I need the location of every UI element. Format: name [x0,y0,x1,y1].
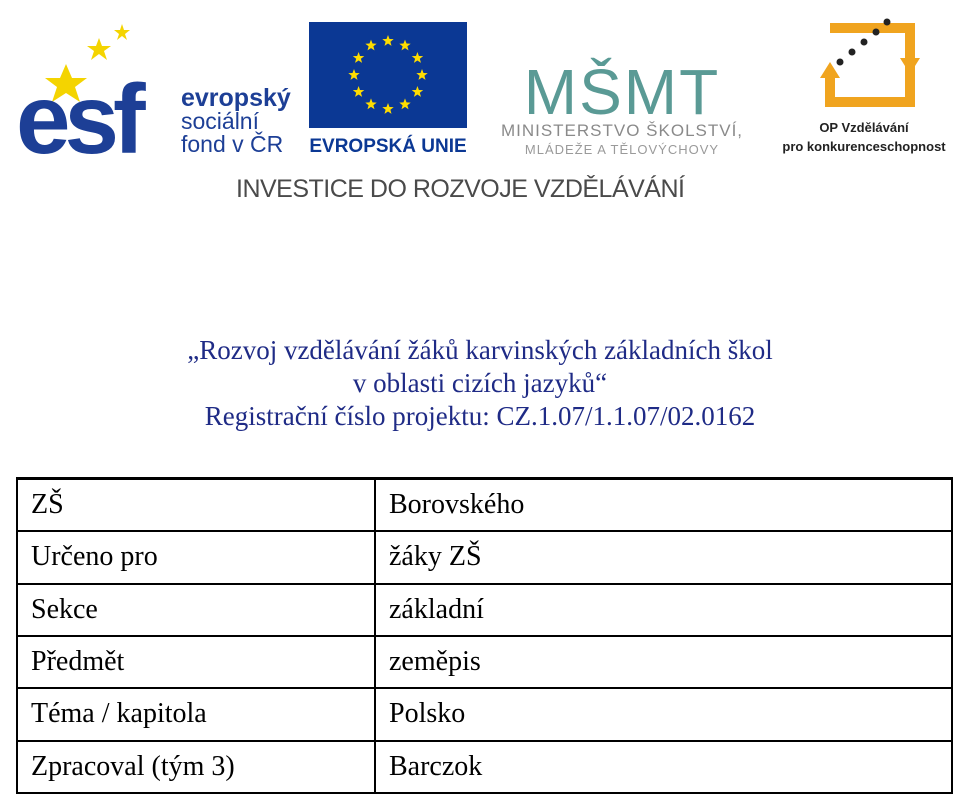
row-value: žáky ZŠ [375,531,952,583]
op-text-line1: OP Vzdělávání [819,120,909,135]
row-label: Určeno pro [17,531,375,583]
op-arrow-icon [830,28,910,102]
row-label: Téma / kapitola [17,688,375,740]
table-row [17,688,952,740]
op-logo [772,14,957,164]
msmt-text-line2: MLÁDEŽE A TĚLOVÝCHOVY [524,142,720,157]
row-value: zeměpis [375,636,952,688]
slogan: INVESTICE DO ROZVOJE VZDĚLÁVÁNÍ [236,175,685,203]
msmt-mark: MŠMT [523,56,721,128]
op-text-line2: pro konkurenceschopnost [782,139,946,154]
info-table [16,477,953,794]
esf-star-icon [114,24,130,40]
row-value: Polsko [375,688,952,740]
table-row [17,531,952,583]
row-label: ZŠ [17,479,375,532]
eu-logo [306,20,471,155]
msmt-logo [480,14,765,164]
title-line-1: „Rozvoj vzdělávání žáků karvinských základních škol [187,335,773,365]
row-label: Předmět [17,636,375,688]
msmt-text-line1: MINISTERSTVO ŠKOLSTVÍ, [500,121,744,140]
project-title [0,334,960,433]
header-logos [0,0,960,215]
eu-caption: EVROPSKÁ UNIE [309,136,467,155]
esf-logo [14,16,304,161]
op-arrow-head-icon [820,62,840,78]
row-value: Barczok [375,741,952,793]
esf-text-line1: evropský [181,84,291,112]
table-row [17,479,952,532]
op-arrow-head-icon [900,58,920,74]
esf-star-icon [87,38,111,60]
registration-number: Registrační číslo projektu: CZ.1.07/1.1.07/02.0162 [204,401,756,431]
row-label: Zpracoval (tým 3) [17,741,375,793]
table-row [17,584,952,636]
esf-text-line3: fond v ČR [181,131,284,157]
esf-text-line2: sociální [181,108,259,134]
title-line-2: v oblasti cizích jazyků“ [352,368,608,398]
row-label: Sekce [17,584,375,636]
table-row [17,741,952,793]
esf-mark: esf [16,64,140,161]
table-row [17,636,952,688]
row-value: základní [375,584,952,636]
row-value: Borovského [375,479,952,532]
